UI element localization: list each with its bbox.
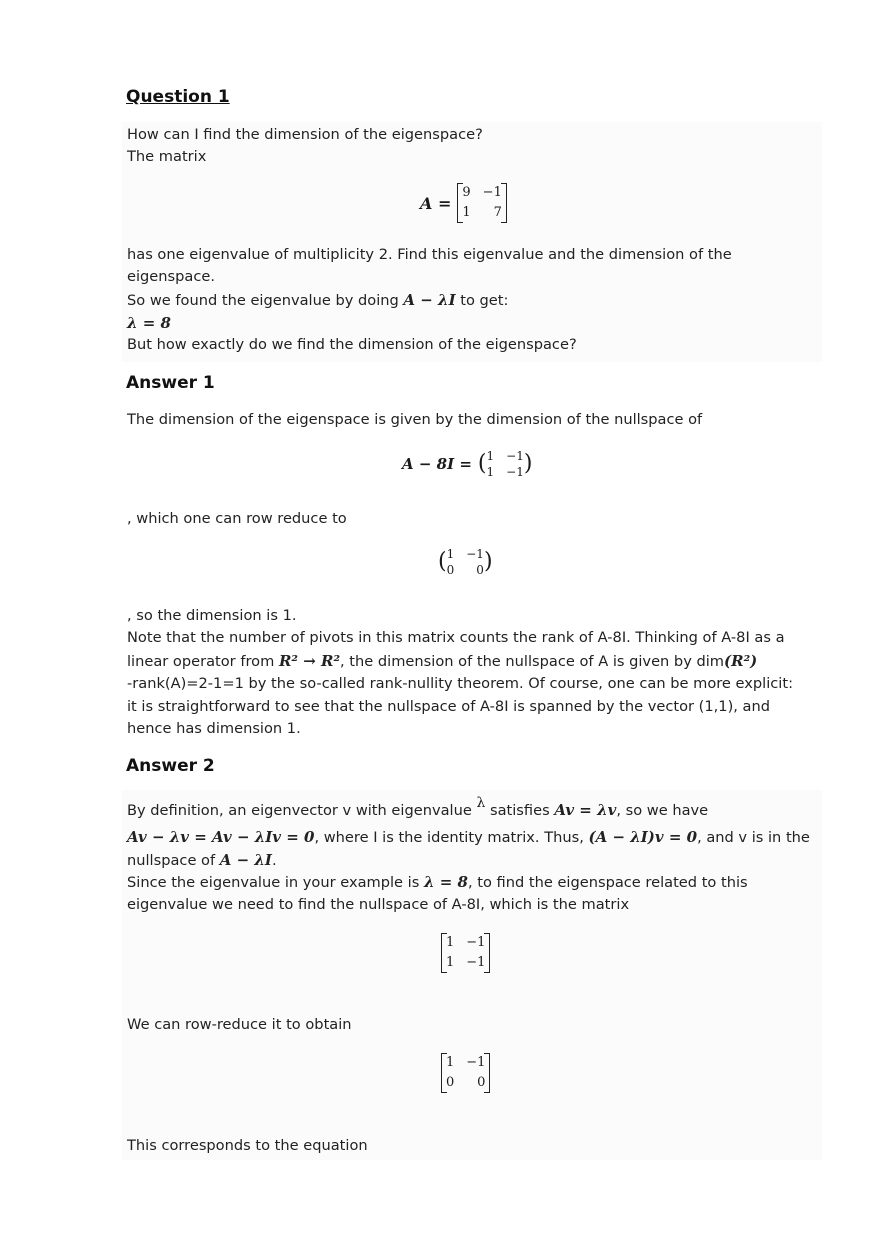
matrix-cell: −1 xyxy=(466,547,484,561)
answer-1-line-1: The dimension of the eigenspace is given by the dimension of the nullspace of xyxy=(127,411,703,428)
matrix-cell: −1 xyxy=(466,935,486,950)
math-fragment: (A − λI)v = 0 xyxy=(588,828,698,846)
text-fragment: By definition, an eigenvector v with eigenvalue xyxy=(127,802,477,819)
matrix-cell: 7 xyxy=(493,205,502,220)
matrix-label: A = xyxy=(420,193,452,213)
answer-2-line-7: This corresponds to the equation xyxy=(127,1137,368,1154)
matrix-cell: 0 xyxy=(476,563,484,577)
text-fragment: , to find the eigenspace related to this xyxy=(467,874,748,891)
right-paren: ) xyxy=(483,549,493,574)
matrix-cell: −1 xyxy=(506,465,524,479)
matrix-cell: 9 xyxy=(462,185,471,200)
row-reduced-matrix xyxy=(447,546,484,578)
text-fragment: Since the eigenvalue in your example is xyxy=(127,874,424,891)
answer-1-line-7: it is straightforward to see that the nullspace of A-8I is spanned by the vector (1,1), and xyxy=(127,698,771,715)
text-fragment: nullspace of xyxy=(127,852,220,869)
matrix-cell: 1 xyxy=(486,465,495,479)
right-paren: ) xyxy=(523,451,533,476)
question-1-line-1: How can I find the dimension of the eigenspace? xyxy=(127,126,483,143)
answer-2-line-2 xyxy=(127,826,810,850)
question-1-line-3: has one eigenvalue of multiplicity 2. Find this eigenvalue and the dimension of the xyxy=(127,246,732,263)
matrix-cell: 1 xyxy=(446,1055,455,1070)
math-fragment: A − λI xyxy=(403,291,456,309)
answer-2-matrix-2 xyxy=(441,1053,490,1093)
text-fragment: . xyxy=(271,852,277,869)
answer-1-line-4: Note that the number of pivots in this matrix counts the rank of A-8I. Thinking of A-8I as a xyxy=(127,629,785,646)
question-1-matrix-equation xyxy=(420,183,507,223)
matrix-cell: 1 xyxy=(446,935,455,950)
answer-2-line-1 xyxy=(127,795,709,823)
matrix-cell: −1 xyxy=(482,185,502,200)
matrix-cell: 0 xyxy=(477,1075,486,1090)
question-1-heading: Question 1 xyxy=(126,87,230,107)
math-fragment: R² → R² xyxy=(278,652,341,670)
text-fragment: , the dimension of the nullspace of A is given by dim xyxy=(340,653,725,670)
matrix-cell: 0 xyxy=(446,563,455,577)
math-fragment: (R²) xyxy=(724,652,758,670)
matrix-cell: 1 xyxy=(486,449,495,463)
math-fragment: Av − λv = Av − λIv = 0 xyxy=(127,828,315,846)
row-reduced-matrix xyxy=(441,1053,490,1093)
answer-1-line-5 xyxy=(127,650,757,674)
answer-2-matrix-1 xyxy=(441,933,490,973)
matrix-cell: −1 xyxy=(466,1055,486,1070)
matrix-a-minus-8i xyxy=(441,933,490,973)
answer-2-heading: Answer 2 xyxy=(126,756,215,776)
answer-1-heading: Answer 1 xyxy=(126,373,215,393)
text-fragment: So we found the eigenvalue by doing xyxy=(127,292,404,309)
answer-1-equation-1 xyxy=(402,448,532,480)
answer-1-line-8: hence has dimension 1. xyxy=(127,720,301,737)
answer-2-line-3 xyxy=(127,849,277,873)
question-1-line-5 xyxy=(127,289,508,313)
answer-2-line-4 xyxy=(127,871,748,895)
text-fragment: , where I is the identity matrix. Thus, xyxy=(314,829,589,846)
matrix-cell: 1 xyxy=(446,955,455,970)
answer-2-line-5: eigenvalue we need to find the nullspace of A-8I, which is the matrix xyxy=(127,896,630,913)
text-fragment: , so we have xyxy=(616,802,709,819)
matrix-cell: 0 xyxy=(446,1075,455,1090)
left-paren: ( xyxy=(477,451,487,476)
question-1-line-7: But how exactly do we find the dimension of the eigenspace? xyxy=(127,336,577,353)
text-fragment: satisfies xyxy=(485,802,555,819)
answer-1-equation-2 xyxy=(438,546,493,578)
text-fragment: linear operator from xyxy=(127,653,279,670)
matrix-cell: −1 xyxy=(466,955,486,970)
answer-2-line-6: We can row-reduce it to obtain xyxy=(127,1016,352,1033)
matrix-a-minus-8i xyxy=(487,448,524,480)
matrix-cell: 1 xyxy=(446,547,455,561)
equation-label: A − 8I = xyxy=(402,455,472,473)
math-fragment: A − λI xyxy=(219,851,272,869)
math-fragment: Av = λv xyxy=(554,801,617,819)
matrix-a xyxy=(457,183,506,223)
left-paren: ( xyxy=(438,549,447,574)
math-fragment: λ = 8 xyxy=(127,314,171,332)
question-1-body-shade xyxy=(122,122,822,362)
answer-1-line-3: , so the dimension is 1. xyxy=(127,607,297,624)
answer-1-line-6: -rank(A)=2-1=1 by the so-called rank-nullity theorem. Of course, one can be more explicit: xyxy=(127,675,793,692)
question-1-line-4: eigenspace. xyxy=(127,268,215,285)
matrix-cell: −1 xyxy=(506,449,524,463)
text-fragment: , and v is in the xyxy=(697,829,810,846)
answer-1-line-2: , which one can row reduce to xyxy=(127,510,347,527)
lambda-symbol: λ xyxy=(476,795,486,811)
question-1-line-6 xyxy=(127,312,171,336)
matrix-cell: 1 xyxy=(462,205,471,220)
question-1-line-2: The matrix xyxy=(127,148,207,165)
math-fragment: λ = 8 xyxy=(423,873,468,891)
text-fragment: to get: xyxy=(455,292,509,309)
